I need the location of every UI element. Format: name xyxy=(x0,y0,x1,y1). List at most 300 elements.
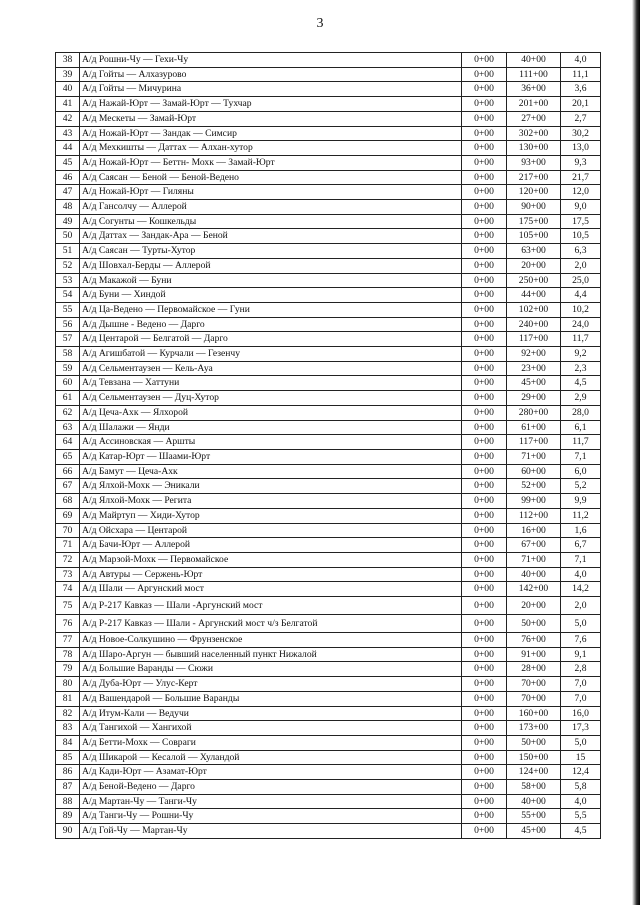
start-km: 0+00 xyxy=(462,647,507,662)
start-km: 0+00 xyxy=(462,155,507,170)
end-km: 70+00 xyxy=(507,691,561,706)
start-km: 0+00 xyxy=(462,229,507,244)
length-km: 11,2 xyxy=(561,508,601,523)
row-number: 40 xyxy=(56,82,80,97)
end-km: 71+00 xyxy=(507,449,561,464)
length-km: 9,0 xyxy=(561,200,601,215)
length-km: 17,3 xyxy=(561,721,601,736)
table-row xyxy=(56,244,601,259)
row-number: 65 xyxy=(56,449,80,464)
start-km: 0+00 xyxy=(462,420,507,435)
length-km: 13,0 xyxy=(561,141,601,156)
length-km: 9,9 xyxy=(561,494,601,509)
length-km: 5,2 xyxy=(561,479,601,494)
row-number: 57 xyxy=(56,332,80,347)
table-row xyxy=(56,435,601,450)
row-number: 73 xyxy=(56,567,80,582)
row-number: 46 xyxy=(56,170,80,185)
road-name: А/д Ялхой-Мохк — Регита xyxy=(80,494,462,509)
table-row xyxy=(56,780,601,795)
length-km: 7,0 xyxy=(561,691,601,706)
length-km: 16,0 xyxy=(561,706,601,721)
length-km: 10,5 xyxy=(561,229,601,244)
table-row xyxy=(56,200,601,215)
start-km: 0+00 xyxy=(462,750,507,765)
end-km: 40+00 xyxy=(507,53,561,68)
road-name: А/д Шали — Аргунский мост xyxy=(80,582,462,597)
end-km: 302+00 xyxy=(507,126,561,141)
table-row xyxy=(56,508,601,523)
table-row xyxy=(56,824,601,839)
length-km: 2,0 xyxy=(561,597,601,615)
start-km: 0+00 xyxy=(462,141,507,156)
row-number: 44 xyxy=(56,141,80,156)
length-km: 28,0 xyxy=(561,405,601,420)
end-km: 142+00 xyxy=(507,582,561,597)
table-row xyxy=(56,347,601,362)
road-name: А/д Цеча-Ахк — Ялхорой xyxy=(80,405,462,420)
start-km: 0+00 xyxy=(462,479,507,494)
table-row xyxy=(56,567,601,582)
row-number: 77 xyxy=(56,633,80,648)
start-km: 0+00 xyxy=(462,662,507,677)
table-row xyxy=(56,449,601,464)
length-km: 14,2 xyxy=(561,582,601,597)
row-number: 71 xyxy=(56,538,80,553)
row-number: 68 xyxy=(56,494,80,509)
table-row xyxy=(56,479,601,494)
table-row xyxy=(56,273,601,288)
road-name: А/д Шалажи — Янди xyxy=(80,420,462,435)
length-km: 2,0 xyxy=(561,258,601,273)
road-name: А/д Макажой — Буни xyxy=(80,273,462,288)
table-row xyxy=(56,677,601,692)
table-row xyxy=(56,229,601,244)
end-km: 175+00 xyxy=(507,214,561,229)
row-number: 48 xyxy=(56,200,80,215)
road-name: А/д Саясан — Турты-Хутор xyxy=(80,244,462,259)
road-name: А/д Шаро-Аргун — бывший населенный пункт Нижалой xyxy=(80,647,462,662)
end-km: 124+00 xyxy=(507,765,561,780)
road-name: А/д Марзой-Мохк — Первомайское xyxy=(80,552,462,567)
start-km: 0+00 xyxy=(462,538,507,553)
road-name: А/д Мартан-Чу — Танги-Чу xyxy=(80,794,462,809)
row-number: 47 xyxy=(56,185,80,200)
table-row xyxy=(56,53,601,68)
length-km: 7,1 xyxy=(561,552,601,567)
row-number: 74 xyxy=(56,582,80,597)
row-number: 63 xyxy=(56,420,80,435)
end-km: 67+00 xyxy=(507,538,561,553)
end-km: 201+00 xyxy=(507,97,561,112)
road-name: А/д Автуры — Сержень-Юрт xyxy=(80,567,462,582)
table-row xyxy=(56,662,601,677)
road-name: А/д Мескеты — Замай-Юрт xyxy=(80,111,462,126)
row-number: 79 xyxy=(56,662,80,677)
road-name: А/д Дуба-Юрт — Улус-Керт xyxy=(80,677,462,692)
table-row xyxy=(56,706,601,721)
row-number: 87 xyxy=(56,780,80,795)
end-km: 50+00 xyxy=(507,735,561,750)
start-km: 0+00 xyxy=(462,332,507,347)
road-name: А/д Мехкишты — Даттах — Алхан-хутор xyxy=(80,141,462,156)
length-km: 10,2 xyxy=(561,302,601,317)
road-name: А/д Гансолчу — Аллерой xyxy=(80,200,462,215)
start-km: 0+00 xyxy=(462,258,507,273)
length-km: 7,6 xyxy=(561,633,601,648)
end-km: 150+00 xyxy=(507,750,561,765)
row-number: 49 xyxy=(56,214,80,229)
length-km: 1,6 xyxy=(561,523,601,538)
end-km: 117+00 xyxy=(507,332,561,347)
end-km: 217+00 xyxy=(507,170,561,185)
end-km: 160+00 xyxy=(507,706,561,721)
start-km: 0+00 xyxy=(462,185,507,200)
row-number: 60 xyxy=(56,376,80,391)
end-km: 120+00 xyxy=(507,185,561,200)
length-km: 11,1 xyxy=(561,67,601,82)
end-km: 90+00 xyxy=(507,200,561,215)
row-number: 51 xyxy=(56,244,80,259)
start-km: 0+00 xyxy=(462,794,507,809)
table-row xyxy=(56,258,601,273)
start-km: 0+00 xyxy=(462,317,507,332)
table-row xyxy=(56,809,601,824)
scan-edge-shadow xyxy=(632,0,640,905)
start-km: 0+00 xyxy=(462,67,507,82)
table-row xyxy=(56,391,601,406)
row-number: 43 xyxy=(56,126,80,141)
road-name: А/д Майртуп — Хиди-Хутор xyxy=(80,508,462,523)
length-km: 4,5 xyxy=(561,376,601,391)
start-km: 0+00 xyxy=(462,765,507,780)
road-name: А/д Ялхой-Мохк — Эникали xyxy=(80,479,462,494)
end-km: 240+00 xyxy=(507,317,561,332)
end-km: 63+00 xyxy=(507,244,561,259)
road-name: А/д Сельментаузен — Дуц-Хутор xyxy=(80,391,462,406)
road-name: А/д Шовхал-Берды — Аллерой xyxy=(80,258,462,273)
start-km: 0+00 xyxy=(462,552,507,567)
end-km: 23+00 xyxy=(507,361,561,376)
road-name: А/д Сельментаузен — Кель-Ауа xyxy=(80,361,462,376)
page-number: 3 xyxy=(316,16,324,31)
table-row xyxy=(56,721,601,736)
road-name: А/д Итум-Кали — Ведучи xyxy=(80,706,462,721)
start-km: 0+00 xyxy=(462,361,507,376)
length-km: 9,2 xyxy=(561,347,601,362)
length-km: 5,0 xyxy=(561,735,601,750)
row-number: 80 xyxy=(56,677,80,692)
road-name: А/д Ца-Ведено — Первомайское — Гуни xyxy=(80,302,462,317)
end-km: 50+00 xyxy=(507,615,561,633)
start-km: 0+00 xyxy=(462,391,507,406)
start-km: 0+00 xyxy=(462,288,507,303)
length-km: 5,8 xyxy=(561,780,601,795)
start-km: 0+00 xyxy=(462,523,507,538)
row-number: 90 xyxy=(56,824,80,839)
road-name: А/д Вашендарой — Большие Варанды xyxy=(80,691,462,706)
row-number: 86 xyxy=(56,765,80,780)
end-km: 112+00 xyxy=(507,508,561,523)
length-km: 4,0 xyxy=(561,794,601,809)
row-number: 89 xyxy=(56,809,80,824)
table-row xyxy=(56,97,601,112)
start-km: 0+00 xyxy=(462,214,507,229)
row-number: 64 xyxy=(56,435,80,450)
road-name: А/д Центарой — Белгатой — Дарго xyxy=(80,332,462,347)
length-km: 4,5 xyxy=(561,824,601,839)
road-name: А/д Гой-Чу — Мартан-Чу xyxy=(80,824,462,839)
table-row xyxy=(56,141,601,156)
road-name: А/д Новое-Солкушино — Фрунзенское xyxy=(80,633,462,648)
table-row xyxy=(56,633,601,648)
start-km: 0+00 xyxy=(462,691,507,706)
row-number: 54 xyxy=(56,288,80,303)
road-name: А/д Беной-Ведено — Дарго xyxy=(80,780,462,795)
road-name: А/д Нажай-Юрт — Замай-Юрт — Тухчар xyxy=(80,97,462,112)
length-km: 15 xyxy=(561,750,601,765)
end-km: 20+00 xyxy=(507,258,561,273)
length-km: 7,0 xyxy=(561,677,601,692)
end-km: 105+00 xyxy=(507,229,561,244)
table-row xyxy=(56,155,601,170)
table-row xyxy=(56,494,601,509)
row-number: 59 xyxy=(56,361,80,376)
road-name: А/д Тангихой — Хангихой xyxy=(80,721,462,736)
road-name: А/д Бачи-Юрт — Аллерой xyxy=(80,538,462,553)
road-name: А/д Большие Варанды — Сюжи xyxy=(80,662,462,677)
row-number: 41 xyxy=(56,97,80,112)
row-number: 75 xyxy=(56,597,80,615)
table-row xyxy=(56,750,601,765)
table-row xyxy=(56,691,601,706)
road-name: А/д Ножай-Юрт — Гиляны xyxy=(80,185,462,200)
length-km: 2,9 xyxy=(561,391,601,406)
row-number: 70 xyxy=(56,523,80,538)
length-km: 12,0 xyxy=(561,185,601,200)
end-km: 44+00 xyxy=(507,288,561,303)
table-row xyxy=(56,67,601,82)
length-km: 6,3 xyxy=(561,244,601,259)
length-km: 4,4 xyxy=(561,288,601,303)
end-km: 16+00 xyxy=(507,523,561,538)
table-row xyxy=(56,405,601,420)
end-km: 29+00 xyxy=(507,391,561,406)
row-number: 56 xyxy=(56,317,80,332)
start-km: 0+00 xyxy=(462,82,507,97)
table-row xyxy=(56,794,601,809)
table-row xyxy=(56,765,601,780)
end-km: 173+00 xyxy=(507,721,561,736)
table-row xyxy=(56,597,601,615)
row-number: 53 xyxy=(56,273,80,288)
end-km: 111+00 xyxy=(507,67,561,82)
start-km: 0+00 xyxy=(462,302,507,317)
end-km: 40+00 xyxy=(507,567,561,582)
row-number: 55 xyxy=(56,302,80,317)
road-name: А/д Р-217 Кавказ — Шали - Аргунский мост ч/з Белгатой xyxy=(80,615,462,633)
road-name: А/д Ойсхара — Центарой xyxy=(80,523,462,538)
row-number: 45 xyxy=(56,155,80,170)
length-km: 6,7 xyxy=(561,538,601,553)
end-km: 92+00 xyxy=(507,347,561,362)
start-km: 0+00 xyxy=(462,347,507,362)
road-name: А/д Бамут — Цеча-Ахк xyxy=(80,464,462,479)
end-km: 76+00 xyxy=(507,633,561,648)
end-km: 280+00 xyxy=(507,405,561,420)
start-km: 0+00 xyxy=(462,494,507,509)
start-km: 0+00 xyxy=(462,508,507,523)
end-km: 28+00 xyxy=(507,662,561,677)
length-km: 11,7 xyxy=(561,435,601,450)
table-row xyxy=(56,735,601,750)
row-number: 38 xyxy=(56,53,80,68)
road-name: А/д Буни — Хиндой xyxy=(80,288,462,303)
table-row xyxy=(56,464,601,479)
end-km: 61+00 xyxy=(507,420,561,435)
end-km: 40+00 xyxy=(507,794,561,809)
table-row xyxy=(56,361,601,376)
table-row xyxy=(56,332,601,347)
length-km: 2,3 xyxy=(561,361,601,376)
start-km: 0+00 xyxy=(462,721,507,736)
start-km: 0+00 xyxy=(462,735,507,750)
road-name: А/д Рошни-Чу — Гехи-Чу xyxy=(80,53,462,68)
end-km: 99+00 xyxy=(507,494,561,509)
length-km: 9,1 xyxy=(561,647,601,662)
row-number: 52 xyxy=(56,258,80,273)
table-row xyxy=(56,185,601,200)
end-km: 36+00 xyxy=(507,82,561,97)
length-km: 17,5 xyxy=(561,214,601,229)
road-name: А/д Р-217 Кавказ — Шали -Аргунский мост xyxy=(80,597,462,615)
length-km: 4,0 xyxy=(561,53,601,68)
table-row xyxy=(56,582,601,597)
table-row xyxy=(56,126,601,141)
road-name: А/д Даттах — Зандак-Ара — Беной xyxy=(80,229,462,244)
table-row xyxy=(56,82,601,97)
start-km: 0+00 xyxy=(462,376,507,391)
roads-table-body xyxy=(56,53,601,839)
road-name: А/д Ножай-Юрт — Зандак — Симсир xyxy=(80,126,462,141)
table-row xyxy=(56,288,601,303)
start-km: 0+00 xyxy=(462,435,507,450)
start-km: 0+00 xyxy=(462,633,507,648)
start-km: 0+00 xyxy=(462,111,507,126)
road-name: А/д Тевзана — Хаттуни xyxy=(80,376,462,391)
start-km: 0+00 xyxy=(462,706,507,721)
length-km: 24,0 xyxy=(561,317,601,332)
road-name: А/д Гойты — Алхазурово xyxy=(80,67,462,82)
end-km: 130+00 xyxy=(507,141,561,156)
start-km: 0+00 xyxy=(462,97,507,112)
start-km: 0+00 xyxy=(462,53,507,68)
row-number: 76 xyxy=(56,615,80,633)
road-name: А/д Катар-Юрт — Шаами-Юрт xyxy=(80,449,462,464)
end-km: 250+00 xyxy=(507,273,561,288)
row-number: 67 xyxy=(56,479,80,494)
end-km: 70+00 xyxy=(507,677,561,692)
start-km: 0+00 xyxy=(462,464,507,479)
table-row xyxy=(56,615,601,633)
length-km: 30,2 xyxy=(561,126,601,141)
start-km: 0+00 xyxy=(462,824,507,839)
end-km: 93+00 xyxy=(507,155,561,170)
row-number: 81 xyxy=(56,691,80,706)
table-row xyxy=(56,214,601,229)
end-km: 117+00 xyxy=(507,435,561,450)
row-number: 39 xyxy=(56,67,80,82)
row-number: 88 xyxy=(56,794,80,809)
road-name: А/д Согунты — Кошкельды xyxy=(80,214,462,229)
length-km: 25,0 xyxy=(561,273,601,288)
table-row xyxy=(56,523,601,538)
row-number: 69 xyxy=(56,508,80,523)
row-number: 78 xyxy=(56,647,80,662)
row-number: 62 xyxy=(56,405,80,420)
table-row xyxy=(56,111,601,126)
end-km: 55+00 xyxy=(507,809,561,824)
table-row xyxy=(56,538,601,553)
start-km: 0+00 xyxy=(462,615,507,633)
length-km: 5,0 xyxy=(561,615,601,633)
start-km: 0+00 xyxy=(462,170,507,185)
end-km: 58+00 xyxy=(507,780,561,795)
table-row xyxy=(56,552,601,567)
row-number: 72 xyxy=(56,552,80,567)
road-name: А/д Ассиновская — Аршты xyxy=(80,435,462,450)
end-km: 52+00 xyxy=(507,479,561,494)
road-name: А/д Агишбатой — Курчали — Гезенчу xyxy=(80,347,462,362)
start-km: 0+00 xyxy=(462,244,507,259)
road-name: А/д Шикарой — Кесалой — Хуландой xyxy=(80,750,462,765)
row-number: 50 xyxy=(56,229,80,244)
length-km: 5,5 xyxy=(561,809,601,824)
start-km: 0+00 xyxy=(462,809,507,824)
length-km: 21,7 xyxy=(561,170,601,185)
end-km: 102+00 xyxy=(507,302,561,317)
start-km: 0+00 xyxy=(462,449,507,464)
row-number: 84 xyxy=(56,735,80,750)
roads-table xyxy=(55,52,601,839)
length-km: 20,1 xyxy=(561,97,601,112)
length-km: 2,8 xyxy=(561,662,601,677)
length-km: 11,7 xyxy=(561,332,601,347)
road-name: А/д Саясан — Беной — Беной-Ведено xyxy=(80,170,462,185)
length-km: 12,4 xyxy=(561,765,601,780)
length-km: 7,1 xyxy=(561,449,601,464)
end-km: 27+00 xyxy=(507,111,561,126)
end-km: 20+00 xyxy=(507,597,561,615)
table-row xyxy=(56,376,601,391)
row-number: 83 xyxy=(56,721,80,736)
road-name: А/д Гойты — Мичурина xyxy=(80,82,462,97)
start-km: 0+00 xyxy=(462,567,507,582)
row-number: 42 xyxy=(56,111,80,126)
road-name: А/д Бетти-Мохк — Совраги xyxy=(80,735,462,750)
road-name: А/д Танги-Чу — Рошни-Чу xyxy=(80,809,462,824)
row-number: 58 xyxy=(56,347,80,362)
end-km: 91+00 xyxy=(507,647,561,662)
table-row xyxy=(56,647,601,662)
start-km: 0+00 xyxy=(462,200,507,215)
start-km: 0+00 xyxy=(462,126,507,141)
length-km: 3,6 xyxy=(561,82,601,97)
row-number: 82 xyxy=(56,706,80,721)
length-km: 2,7 xyxy=(561,111,601,126)
start-km: 0+00 xyxy=(462,582,507,597)
length-km: 4,0 xyxy=(561,567,601,582)
